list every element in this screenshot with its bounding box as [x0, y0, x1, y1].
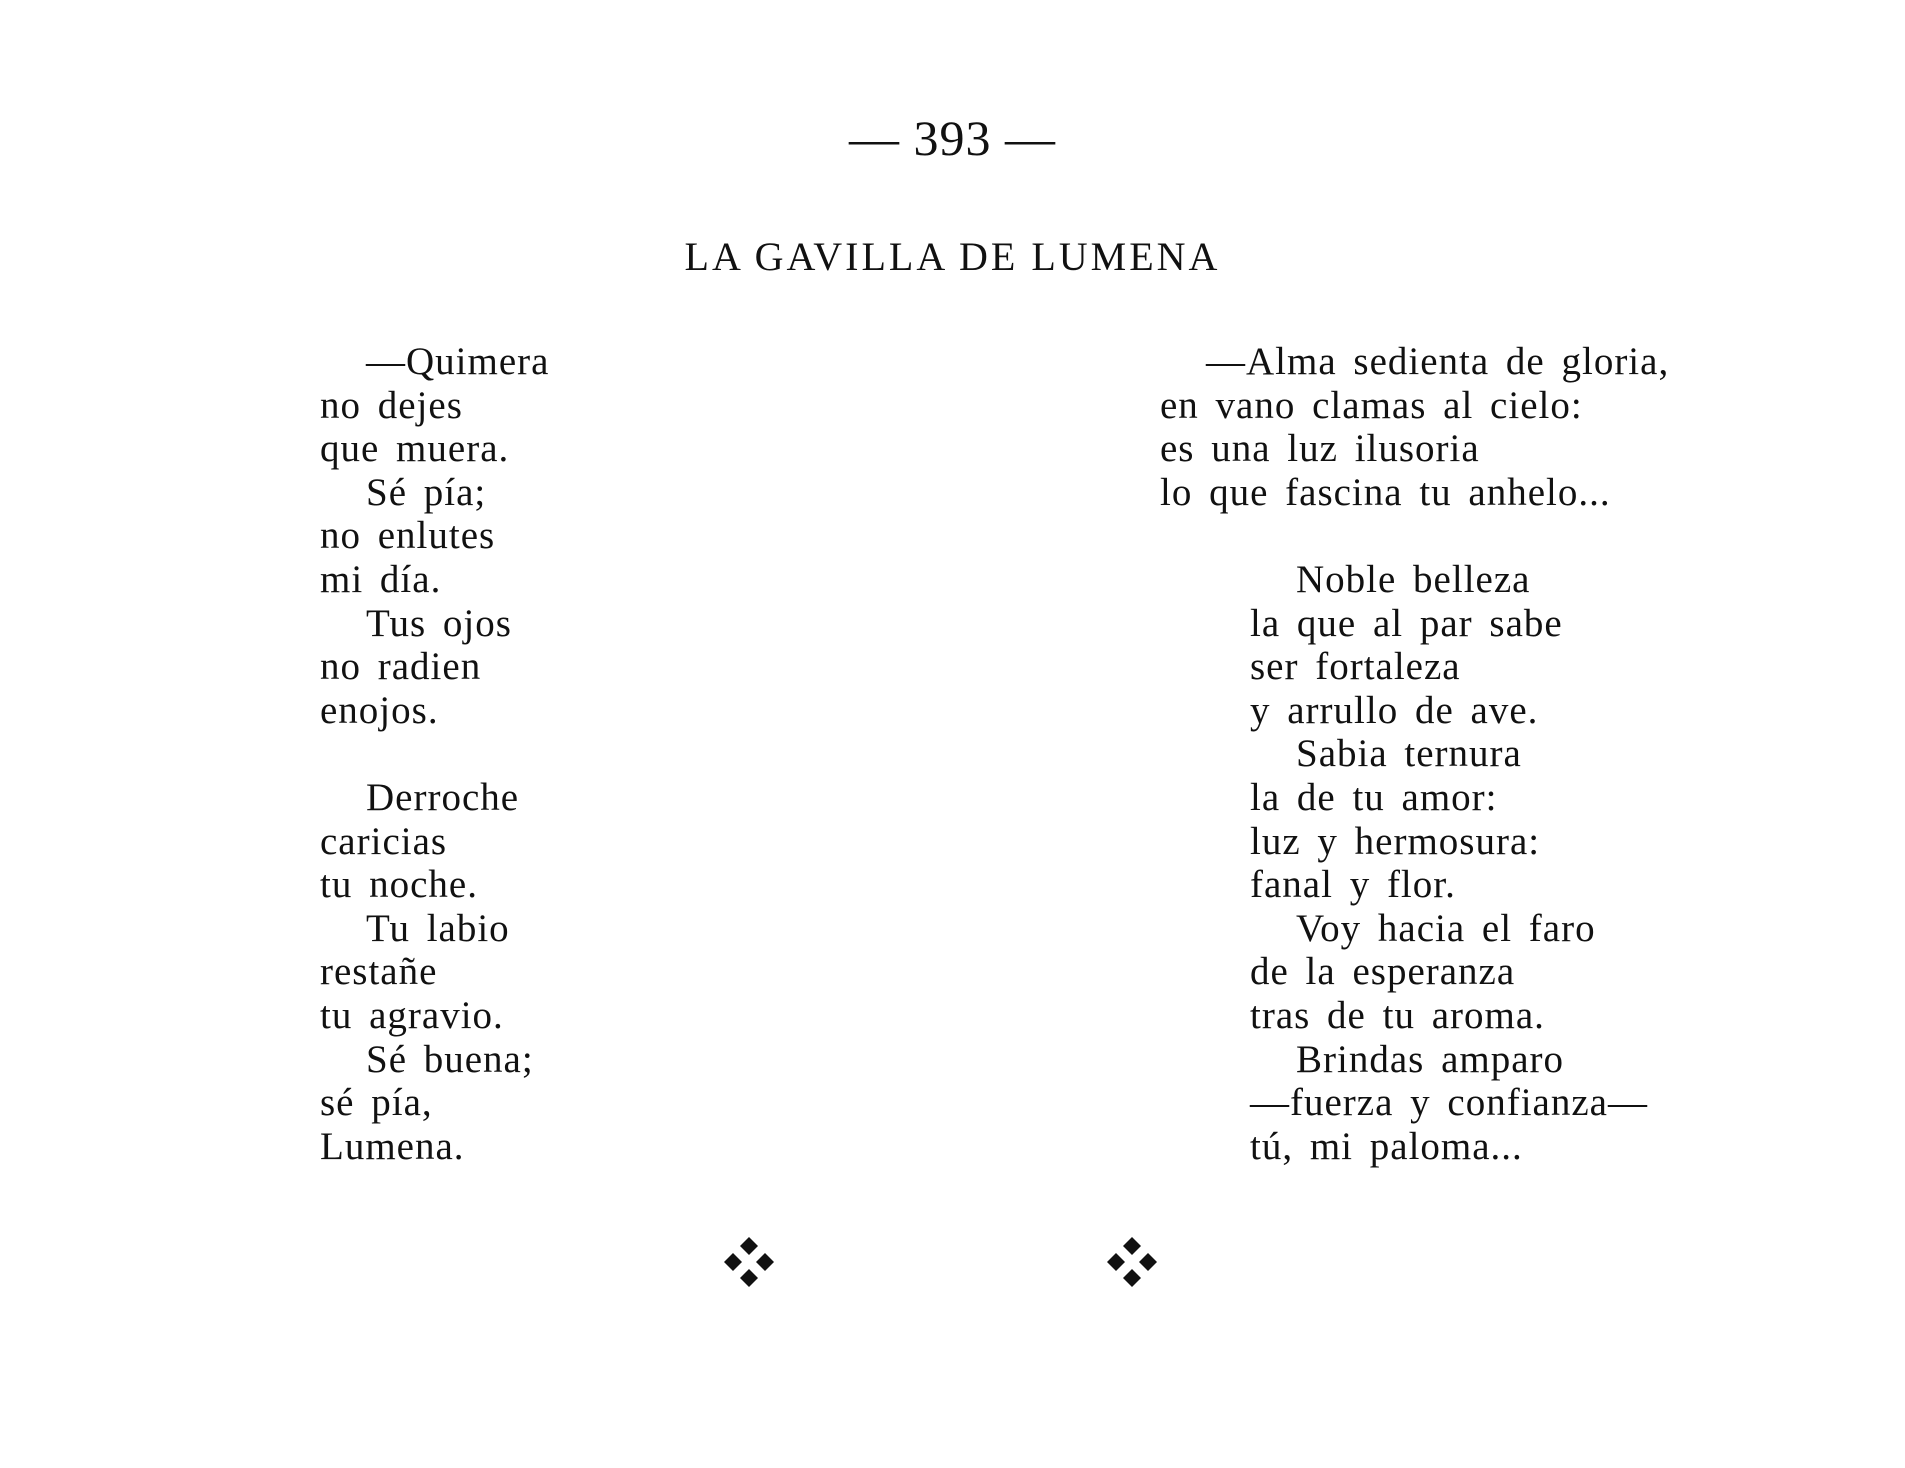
verse-line: sé pía,	[320, 1081, 433, 1125]
verse-line: —Alma sedienta de gloria,	[1206, 340, 1670, 383]
verse-line: Derroche	[366, 775, 520, 819]
verse-line: Sé pía;	[366, 470, 487, 514]
verse-line: enojos.	[320, 688, 439, 732]
verse-line: tu noche.	[320, 863, 478, 907]
poem-title: LA GAVILLA DE LUMENA	[684, 234, 1221, 279]
verse-line: la de tu amor:	[1250, 775, 1498, 819]
verse-line: Brindas amparo	[1296, 1037, 1565, 1081]
right-poem-stanza-2	[1250, 558, 1648, 1168]
left-poem-column	[320, 340, 549, 1168]
verse-line: Tus ojos	[366, 601, 512, 645]
verse-line: no radien	[320, 645, 482, 689]
verse-line: es una luz ilusoria	[1160, 427, 1480, 471]
verse-line: Sabia ternura	[1296, 732, 1522, 776]
verse-line: luz y hermosura:	[1250, 819, 1541, 863]
verse-line: —Quimera	[366, 340, 550, 383]
verse-line: —fuerza y confianza—	[1250, 1081, 1648, 1125]
verse-line: de la esperanza	[1250, 950, 1516, 994]
verse-line: que muera.	[320, 427, 510, 471]
verse-line: restañe	[320, 950, 438, 994]
verse-line: tras de tu aroma.	[1250, 993, 1545, 1037]
verse-line: fanal y flor.	[1250, 863, 1456, 907]
verse-line: lo que fascina tu anhelo...	[1160, 470, 1611, 514]
verse-line: no dejes	[320, 383, 463, 427]
verse-line: y arrullo de ave.	[1250, 688, 1539, 732]
four-diamond-ornament-icon	[1105, 1235, 1159, 1289]
verse-line: mi día.	[320, 557, 442, 601]
verse-line: tu agravio.	[320, 993, 504, 1037]
verse-line: en vano clamas al cielo:	[1160, 383, 1583, 427]
verse-line: ser fortaleza	[1250, 645, 1461, 689]
four-diamond-ornament-icon	[722, 1235, 776, 1289]
verse-line: tú, mi paloma...	[1250, 1124, 1523, 1168]
verse-line: Voy hacia el faro	[1296, 906, 1596, 950]
page-number: — 393 —	[849, 110, 1056, 166]
verse-line: no enlutes	[320, 514, 496, 558]
verse-line: Tu labio	[366, 906, 510, 950]
verse-line: Noble belleza	[1296, 558, 1531, 601]
verse-line: Sé buena;	[366, 1037, 534, 1081]
verse-line: caricias	[320, 819, 448, 863]
verse-line: Lumena.	[320, 1124, 465, 1168]
verse-line: la que al par sabe	[1250, 601, 1563, 645]
right-poem-stanza-1	[1160, 340, 1669, 514]
